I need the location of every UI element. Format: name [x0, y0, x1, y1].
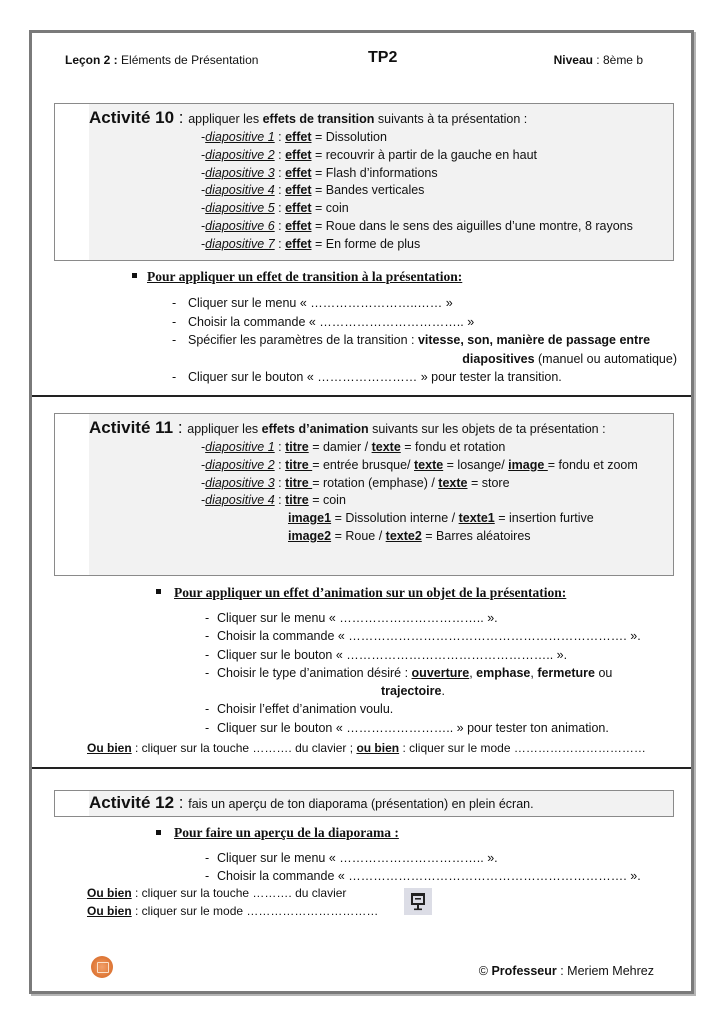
- step: - Cliquer sur le bouton « …………………… » pour tester la transition.: [172, 370, 562, 384]
- list-item: -diapositive 1 : effet = Dissolution: [201, 130, 387, 144]
- or-text: : cliquer sur le mode ……………………………: [399, 741, 646, 755]
- effect-value: = Bandes verticales: [314, 183, 425, 198]
- step-text: Cliquer sur le menu « ……………………..…… »: [188, 296, 453, 310]
- lesson-name: Eléments de Présentation: [121, 53, 259, 67]
- lesson-title: [65, 53, 258, 67]
- intro-text: appliquer les: [187, 422, 262, 436]
- preview-steps: [205, 849, 675, 886]
- key: texte2: [385, 528, 422, 543]
- animation-alternative: [87, 739, 646, 757]
- step-continuation: [172, 350, 677, 369]
- projector-screen-icon: [404, 888, 432, 915]
- value: = Roue /: [331, 528, 386, 543]
- list-subitem: [201, 528, 673, 546]
- key: titre: [285, 493, 309, 508]
- prof-name: : Meriem Mehrez: [556, 964, 654, 978]
- step-continuation: [205, 682, 675, 700]
- intro-bold: effets de transition: [262, 112, 375, 126]
- key: image: [508, 457, 548, 472]
- value: = insertion furtive: [494, 511, 594, 526]
- level-label: Niveau: [553, 53, 593, 67]
- colon: :: [173, 418, 188, 437]
- step: - Choisir la commande « …………………………….. »: [172, 314, 475, 329]
- step-text: Choisir la commande « …………………………………………………………. ».: [217, 629, 641, 644]
- copyright-symbol: ©: [478, 964, 488, 978]
- step-text: Cliquer sur le bouton « …………………….. » pour tester ton animation.: [217, 720, 609, 735]
- list-item: -diapositive 3 : effet = Flash d’informations: [201, 165, 438, 180]
- or-text: : cliquer sur la touche ………. du clavier: [131, 886, 347, 900]
- list-item: -diapositive 1 : titre = damier / texte = fondu et rotation: [201, 440, 506, 454]
- intro-text: appliquer les: [188, 112, 263, 126]
- slide-ref: diapositive 4: [205, 183, 275, 198]
- bullet-icon: [132, 273, 137, 278]
- activity-10-title: [55, 104, 673, 128]
- author-credit: [479, 964, 654, 978]
- step: - Cliquer sur le menu « …………………………….. ».: [205, 851, 498, 865]
- page-frame: [29, 30, 694, 994]
- slide-ref: diapositive 1: [205, 440, 275, 454]
- step-text: ,: [469, 665, 477, 680]
- transition-heading: Pour appliquer un effet de transition à la présentation:: [147, 269, 463, 284]
- list-item: -diapositive 5 : effet = coin: [201, 201, 349, 216]
- list-item: -diapositive 6 : effet = Roue dans le sens des aiguilles d’une montre, 8 rayons: [201, 218, 633, 233]
- effect-key: effet: [285, 165, 312, 180]
- effect-key: effet: [285, 236, 312, 251]
- or-label: Ou bien: [87, 904, 132, 918]
- effect-value: = En forme de plus: [314, 236, 421, 251]
- slide-ref: diapositive 2: [205, 147, 275, 162]
- value: = coin: [308, 493, 346, 508]
- step: - Choisir la commande « …………………………………………………………. ».: [205, 629, 641, 644]
- list-item: -diapositive 4 : titre = coin: [201, 493, 346, 508]
- bullet-icon: [156, 589, 161, 594]
- step: - Cliquer sur le bouton « …………………….. » pour tester ton animation.: [205, 720, 609, 735]
- step-text: Spécifier les paramètres de la transition :: [188, 333, 418, 347]
- colon: :: [174, 793, 189, 812]
- preview-alternative-1: [87, 884, 346, 902]
- lesson-label: Leçon 2 :: [65, 53, 118, 67]
- step-text: Choisir la commande « …………………………………………………………. ».: [217, 869, 641, 884]
- step-text: ou: [594, 665, 613, 680]
- effect-value: = Flash d’informations: [314, 165, 438, 180]
- document-header: [32, 51, 691, 71]
- value: = Dissolution interne /: [331, 511, 459, 526]
- tp-title: TP2: [368, 49, 398, 66]
- activity-11-label: Activité 11: [89, 418, 174, 437]
- slide-ref: diapositive 2: [205, 457, 275, 472]
- step: - Cliquer sur le menu « ……………………..…… »: [172, 296, 453, 310]
- prof-label: Professeur: [491, 964, 557, 978]
- activity-10-list: [55, 128, 673, 254]
- activity-10-box: [54, 103, 674, 261]
- step-bold: emphase: [476, 665, 531, 680]
- step-text: .: [441, 684, 445, 699]
- step-text: Cliquer sur le bouton « ………………………………………….. ».: [217, 647, 568, 662]
- or-text: : cliquer sur la touche ………. du clavier ;: [131, 741, 357, 755]
- activity-12-title: [55, 791, 673, 813]
- or-label: Ou bien: [87, 741, 132, 755]
- effect-value: = Dissolution: [314, 130, 387, 144]
- preview-heading: Pour faire un aperçu de la diaporama :: [174, 825, 399, 840]
- effect-value: = coin: [314, 201, 349, 216]
- value: = damier /: [308, 440, 372, 454]
- step-bold: diapositives: [462, 351, 535, 366]
- slide-ref: diapositive 5: [205, 201, 275, 216]
- effect-key: effet: [285, 201, 312, 216]
- level: [554, 53, 643, 67]
- slide-ref: diapositive 3: [205, 475, 275, 490]
- value: = losange/: [443, 457, 509, 472]
- effect-key: effet: [285, 147, 312, 162]
- step-text: Cliquer sur le bouton « …………………… » pour tester la transition.: [188, 370, 562, 384]
- slide-ref: diapositive 3: [205, 165, 275, 180]
- or-label: Ou bien: [87, 886, 132, 900]
- level-value: : 8ème b: [596, 53, 643, 67]
- list-item: -diapositive 3 : titre = rotation (emphase) / texte = store: [201, 475, 510, 490]
- list-subitem: [201, 510, 673, 528]
- activity-11-box: [54, 413, 674, 576]
- preview-alternative-2: [87, 902, 378, 920]
- value: = store: [467, 475, 510, 490]
- effect-value: = recouvrir à partir de la gauche en haut: [314, 147, 537, 162]
- or-text: : cliquer sur le mode ……………………………: [131, 904, 379, 918]
- activity-11-list: [55, 438, 673, 546]
- effect-key: effet: [285, 218, 312, 233]
- step-bold: fermeture: [537, 665, 595, 680]
- slide-ref: diapositive 4: [205, 493, 275, 508]
- step: - Spécifier les paramètres de la transition : vitesse, son, manière de passage entre: [172, 333, 651, 347]
- intro-text: suivants sur les objets de ta présentation :: [368, 422, 606, 436]
- effect-key: effet: [285, 130, 312, 144]
- key: texte1: [458, 511, 495, 526]
- step: - Choisir l’effet d’animation voulu.: [205, 702, 394, 717]
- list-item: -diapositive 4 : effet = Bandes verticales: [201, 183, 425, 198]
- key: image1: [288, 511, 332, 526]
- step-bold: trajectoire: [381, 684, 442, 699]
- step-bold: ouverture: [411, 665, 470, 680]
- list-item: -diapositive 7 : effet = En forme de plus: [201, 236, 421, 251]
- bullet-icon: [156, 830, 161, 835]
- step: - Cliquer sur le bouton « ………………………………………….. ».: [205, 647, 568, 662]
- school-logo-icon: [91, 956, 113, 978]
- effect-value: = Roue dans le sens des aiguilles d’une montre, 8 rayons: [314, 218, 633, 233]
- section-divider: [32, 767, 691, 769]
- key: texte: [371, 440, 401, 454]
- activity-12-label: Activité 12: [89, 793, 175, 812]
- step: - Choisir le type d’animation désiré : ouverture, emphase, fermeture ou: [205, 665, 613, 680]
- colon: :: [174, 108, 189, 127]
- section-divider: [32, 395, 691, 397]
- value: = entrée brusque/: [312, 457, 414, 472]
- step-text: ,: [530, 665, 538, 680]
- animation-heading: Pour appliquer un effet d’animation sur un objet de la présentation:: [174, 585, 567, 600]
- intro-text: suivants à ta présentation :: [374, 112, 528, 126]
- key: titre: [285, 475, 313, 490]
- value: = fondu et zoom: [547, 457, 638, 472]
- step-text: Choisir l’effet d’animation voulu.: [217, 702, 394, 717]
- step: - Cliquer sur le menu « …………………………….. ».: [205, 611, 498, 625]
- animation-steps: [205, 609, 675, 737]
- transition-steps: [172, 294, 677, 387]
- key: titre: [285, 457, 313, 472]
- step-bold: vitesse, son, manière de passage entre: [417, 333, 651, 347]
- step-text: (manuel ou automatique): [534, 351, 677, 366]
- step-text: Cliquer sur le menu « …………………………….. ».: [217, 611, 498, 625]
- step-text: Choisir la commande « …………………………….. »: [188, 314, 475, 329]
- value: = fondu et rotation: [400, 440, 506, 454]
- or-label: ou bien: [356, 741, 400, 755]
- slide-ref: diapositive 6: [205, 218, 275, 233]
- value: = rotation (emphase) /: [312, 475, 439, 490]
- list-item: -diapositive 2 : effet = recouvrir à partir de la gauche en haut: [201, 147, 537, 162]
- activity-11-title: [55, 414, 673, 438]
- key: texte: [414, 457, 444, 472]
- activity-10-label: Activité 10: [89, 108, 175, 127]
- intro-text: fais un aperçu de ton diaporama (présentation) en plein écran.: [188, 797, 534, 811]
- list-item: -diapositive 2 : titre = entrée brusque/ texte = losange/ image = fondu et zoom: [201, 457, 638, 472]
- slide-ref: diapositive 7: [205, 236, 275, 251]
- value: = Barres aléatoires: [421, 528, 531, 543]
- step-text: Cliquer sur le menu « …………………………….. ».: [217, 851, 498, 865]
- step-text: Choisir le type d’animation désiré :: [217, 665, 412, 680]
- key: image2: [288, 528, 332, 543]
- slideshow-icon: [404, 888, 432, 915]
- key: texte: [438, 475, 468, 490]
- step: - Choisir la commande « …………………………………………………………. ».: [205, 869, 641, 884]
- effect-key: effet: [285, 183, 312, 198]
- key: titre: [285, 440, 309, 454]
- slide-ref: diapositive 1: [205, 130, 275, 144]
- intro-bold: effets d’animation: [261, 422, 369, 436]
- activity-12-box: [54, 790, 674, 817]
